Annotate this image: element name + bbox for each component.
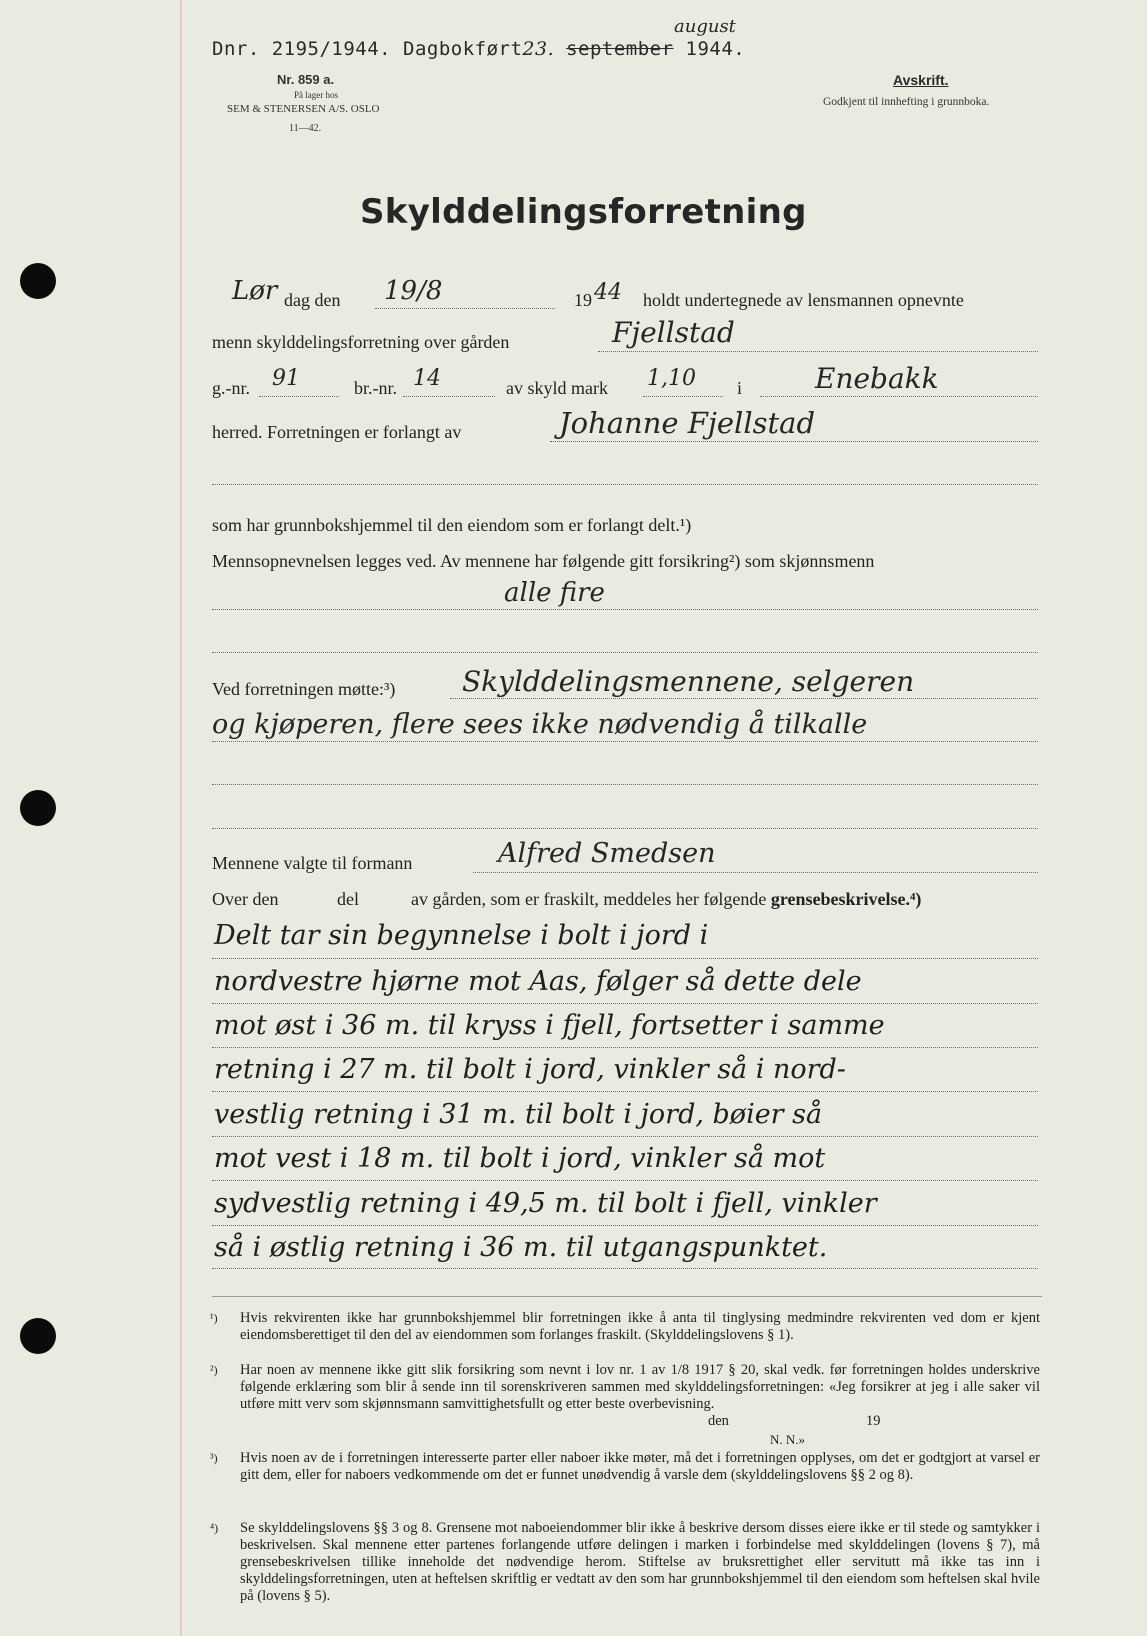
desc-line-rule-6 [212,1225,1038,1226]
desc-line-7: så i østlig retning i 36 m. til utgangspunktet. [214,1232,828,1263]
punch-hole-top [20,263,56,299]
row1-year-prefix: 19 [574,290,592,310]
printer-line-1: På lager hos [294,90,338,100]
footnote-2-year: 19 [866,1413,881,1429]
row7b-line [212,741,1038,742]
row3-gnr-hand: 91 [272,366,300,391]
header-year: 1944. [685,38,746,60]
row5-text: som har grunnbokshjemmel til den eiendom som er forlangt delt.¹) [212,515,692,535]
margin-line [180,0,182,1636]
footnote-2-den: den [708,1413,729,1429]
row7-line [450,698,1038,699]
row6-line [212,609,1038,610]
row1-date-hand: 19/8 [384,276,443,306]
row3-skyld-line [643,396,723,397]
document-title: Skylddelingsforretning [360,192,807,232]
row9-bold: grensebeskrivelse.⁴) [770,889,922,909]
row8-label: Mennene valgte til formann [212,853,413,873]
punch-hole-middle [20,790,56,826]
row1-rest: holdt undertegnede av lensmannen opnevnte [643,290,964,310]
desc-line-2: mot øst i 36 m. til kryss i fjell, fortsetter i samme [214,1010,885,1041]
footnote-1-text: Hvis rekvirenten ikke har grunnbokshjemmel blir forretningen ikke å anta til tinglysing medmindre rekvirenten ved dom er kjent eiendomsberettiget til den del av eiendommen som forlanges fraskilt. (Skylddelingslovens § 1). [240,1310,1040,1343]
desc-line-rule-1 [212,1003,1038,1004]
row8-line [473,872,1038,873]
desc-line-1: nordvestre hjørne mot Aas, følger så dette dele [214,966,862,997]
row6-text: Mennsopnevnelsen legges ved. Av mennene har følgende gitt forsikring²) som skjønnsmenn [212,551,875,571]
form-date-code: 11—42. [289,123,322,134]
row1-day-hand: Lør [232,276,278,306]
row4-line [550,441,1038,442]
row3-gnr-label: g.-nr. [212,378,250,398]
row9-rest [411,889,921,910]
row2-line [598,351,1038,352]
desc-line-rule-2 [212,1047,1038,1048]
row2-farm-hand: Fjellstad [612,316,735,349]
desc-line-rule-7 [212,1268,1038,1269]
footnote-1-num: ¹) [210,1311,218,1325]
footnote-2-nn: N. N.» [770,1432,806,1447]
footnote-4-num: ⁴) [210,1521,219,1535]
avskrift-title: Avskrift. [893,72,949,88]
footnote-2-num: ²) [210,1363,218,1377]
row1-dag: dag den [284,290,341,310]
desc-line-rule-5 [212,1180,1038,1181]
footnote-3 [210,1450,1040,1484]
footnote-2 [210,1362,1040,1413]
row7d-line [212,828,1038,829]
row4-name-hand: Johanne Fjellstad [559,406,816,440]
footnote-1 [210,1310,1040,1344]
row9-over: Over den [212,889,279,909]
row3-brnr-label: br.-nr. [354,378,397,398]
header-month-struck: september [566,38,674,60]
header-dnr: Dnr. 2195/1944. Dagbokført [212,38,523,60]
desc-line-rule-0 [212,958,1038,959]
desc-line-3: retning i 27 m. til bolt i jord, vinkler så i nord- [214,1054,846,1085]
row7-label: Ved forretningen møtte:³) [212,679,396,699]
footnote-3-num: ³) [210,1451,218,1465]
desc-line-5: mot vest i 18 m. til bolt i jord, vinkler så mot [214,1143,826,1174]
row7-hand-2: og kjøperen, flere sees ikke nødvendig å tilkalle [212,709,868,740]
row1-year-hand: 44 [594,280,622,305]
header-day-hand: 23. [522,38,555,60]
row3-skyld-hand: 1,10 [647,366,696,391]
printer-line-2: SEM & STENERSEN A/S. OSLO [227,103,380,115]
row6-hand: alle fire [504,578,605,608]
row3-brnr-line [403,396,495,397]
form-number: Nr. 859 a. [277,72,335,87]
footnote-4 [210,1520,1040,1605]
desc-line-6: sydvestlig retning i 49,5 m. til bolt i fjell, vinkler [214,1188,877,1219]
footnote-4-text: Se skylddelingslovens §§ 3 og 8. Grensene mot naboeiendommer blir ikke å beskrive dersom disses eiere ikke er til stede og samtykker i beskrivelsen. Skal mennene etter partenes forlangende utføre delingen i marken i forbindelse med skylddelingen (lovens § 7), må grensebeskrivelsen tillike inneholde det nødvendige herom. Stiftelse av bruksrettighet eller servitutt må ikke tas inn i skylddelingsforretningen, uten at heftelsen skriftlig er vedtatt av den som har grunnbokshjemmel til den eiendom som heftelsen skal hvile på (lovens § 5). [240,1520,1040,1604]
desc-line-4: vestlig retning i 31 m. til bolt i jord, bøier så [214,1099,823,1130]
row1-date-line [375,308,555,309]
row4-label: herred. Forretningen er forlangt av [212,422,462,442]
desc-line-rule-3 [212,1091,1038,1092]
row3-gnr-line [259,396,339,397]
row2-label: menn skylddelingsforretning over gården [212,332,510,352]
row3-skyld-label: av skyld mark [506,378,608,398]
row3-herred-line [760,396,1038,397]
row8-hand: Alfred Smedsen [498,838,716,869]
row3-herred-hand: Enebakk [815,362,939,395]
row9-rest-text: av gården, som er fraskilt, meddeles her følgende [411,889,767,909]
header-line [212,38,745,60]
row9-del: del [337,889,359,909]
row6b-line [212,652,1038,653]
header-month-hand: august [674,16,736,37]
punch-hole-bottom [20,1318,56,1354]
avskrift-note: Godkjent til innhefting i grunnboka. [823,96,990,108]
desc-line-0: Delt tar sin begynnelse i bolt i jord i [214,920,709,951]
desc-line-rule-4 [212,1136,1038,1137]
row7-hand-1: Skylddelingsmennene, selgeren [462,665,915,698]
row3-brnr-hand: 14 [413,366,441,391]
row7c-line [212,784,1038,785]
footnote-2-text: Har noen av mennene ikke gitt slik forsikring som nevnt i lov nr. 1 av 1/8 1917 § 20, skal vedk. før forretningen holdes underskrive følgende erklæring som blir å sende inn til sorenskriveren sammen med skylddelingsforretningen: «Jeg forsikrer at jeg i alle saker vil utføre mitt verv som skjønnsmann samvittighetsfullt og etter beste overbevisning. [240,1362,1040,1412]
footnote-3-text: Hvis noen av de i forretningen interesserte parter eller naboer ikke møter, må det i forretningen opplyses, om det er godtgjort at varsel er gitt dem, eller for naboers vedkommende om det er funnet unødvendig å varsle dem (skylddelingslovens §§ 2 og 8). [240,1450,1040,1483]
row4b-line [212,484,1038,485]
footnote-rule [212,1296,1042,1297]
row3-i: i [737,378,743,398]
